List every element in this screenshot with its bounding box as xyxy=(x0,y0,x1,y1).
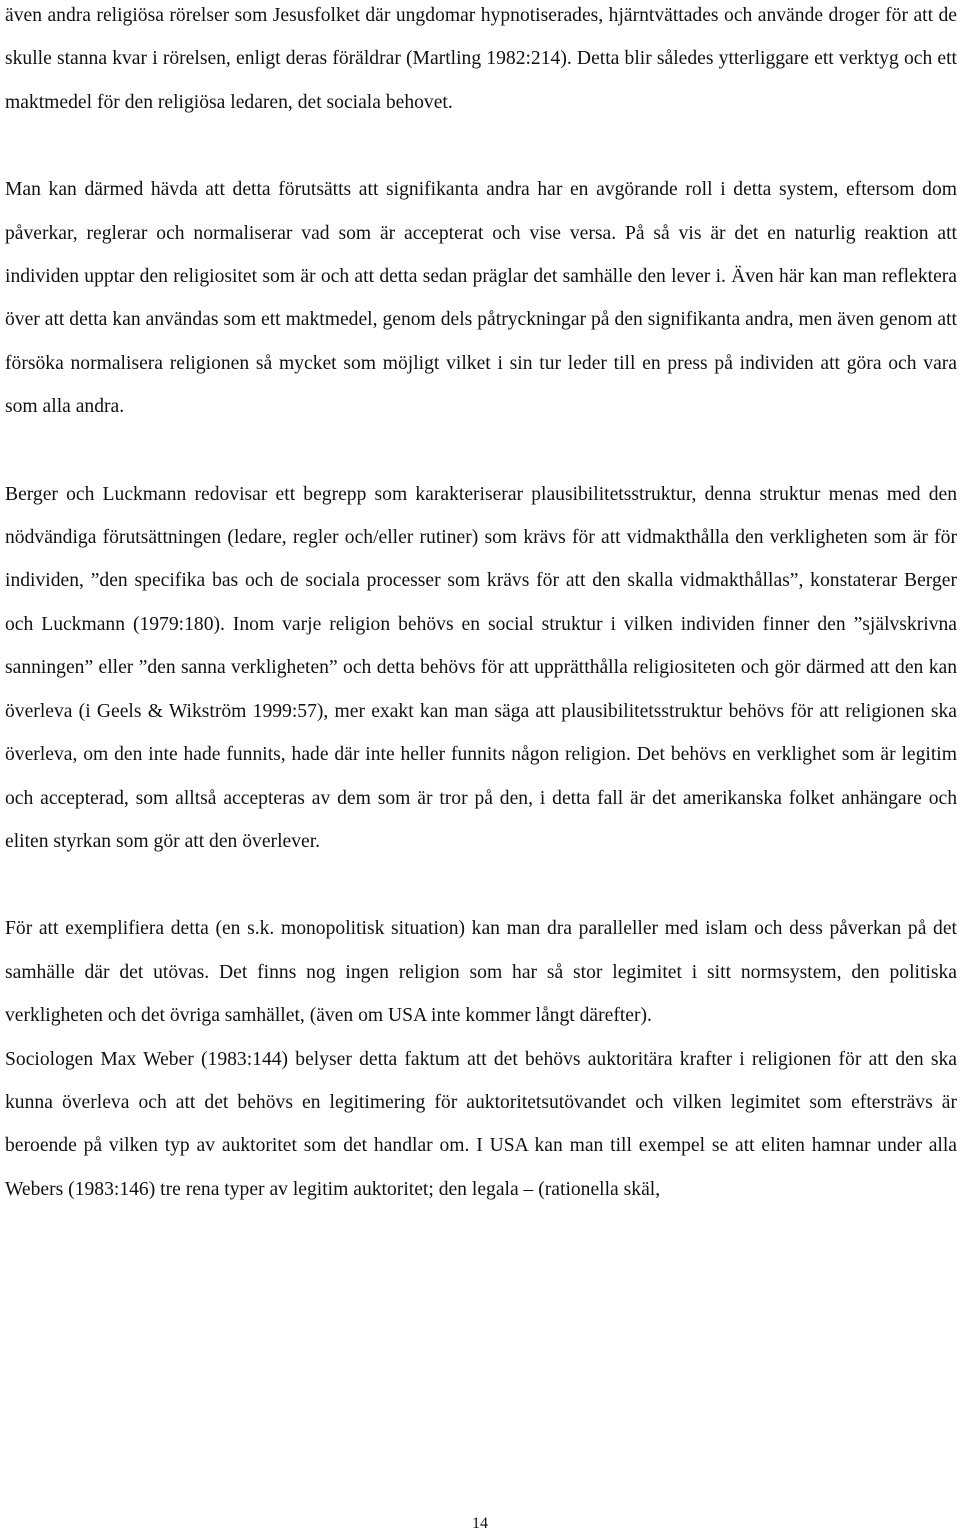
paragraph-3: Berger och Luckmann redovisar ett begrepp som karakteriserar plausibilitetsstruktur, denna struktur menas med den nödvändiga förutsättningen (ledare, regler och/eller rutiner) som krävs för att vidmakthålla den verkligheten som är för individen, ”den specifika bas och de sociala processer som krävs för att den skalla vidmakthållas”, konstaterar Berger och Luckmann (1979:180). Inom varje religion behövs en social struktur i vilken individen finner den ”självskrivna sanningen” eller ”den sanna verkligheten” och detta behövs för att upprätthålla religiositeten och gör därmed att den kan överleva (i Geels & Wikström 1999:57), mer exakt kan man säga att plausibilitetsstruktur behövs för att religionen ska överleva, om den inte hade funnits, hade där inte heller funnits någon religion. Det behövs en verklighet som är legitim och accepterad, som alltså accepteras av dem som är tror på den, i detta fall är det amerikanska folket anhängare och eliten styrkan som gör att den överlever. xyxy=(5,483,957,852)
paragraph-2: Man kan därmed hävda att detta förutsätts att signifikanta andra har en avgörande roll i detta system, eftersom dom påverkar, reglerar och normaliserar vad som är accepterat och vise versa. På så vis är det en naturlig reaktion att individen upptar den religiositet som är och att detta sedan präglar det samhälle den lever i. Även här kan man reflektera över att detta kan användas som ett maktmedel, genom dels påtryckningar på den signifikanta andra, men även genom att försöka normalisera religionen så mycket som möjligt vilket i sin tur leder till en press på individen att göra och vara som alla andra. xyxy=(5,179,957,418)
document-page xyxy=(5,0,957,1211)
paragraph-1: även andra religiösa rörelser som Jesusfolket där ungdomar hypnotiserades, hjärntvättades och använde droger för att de skulle stanna kvar i rörelsen, enligt deras föräldrar (Martling 1982:214). Detta blir således ytterliggare ett verktyg och ett maktmedel för den religiösa ledaren, det sociala behovet. xyxy=(5,5,957,113)
page-number: 14 xyxy=(472,1515,488,1532)
paragraph-4: För att exemplifiera detta (en s.k. monopolitisk situation) kan man dra paralleller med islam och dess påverkan på det samhälle där det utövas. Det finns nog ingen religion som har så stor legimitet i sitt normsystem, den politiska verkligheten och det övriga samhället, (även om USA inte kommer långt därefter). xyxy=(5,918,957,1027)
paragraph-spacer xyxy=(5,124,957,168)
paragraph-5: Sociologen Max Weber (1983:144) belyser detta faktum att det behövs auktoritära krafter i religionen för att den ska kunna överleva och att det behövs en legitimering för auktoritetsutövandet och vilken legimitet som eftersträvs är beroende på vilken typ av auktoritet som det handlar om. I USA kan man till exempel se att eliten hamnar under alla Webers (1983:146) tre rena typer av legitim auktoritet; den legala – (rationella skäl, xyxy=(5,1048,957,1200)
paragraph-spacer xyxy=(5,863,957,907)
paragraph-spacer xyxy=(5,429,957,473)
